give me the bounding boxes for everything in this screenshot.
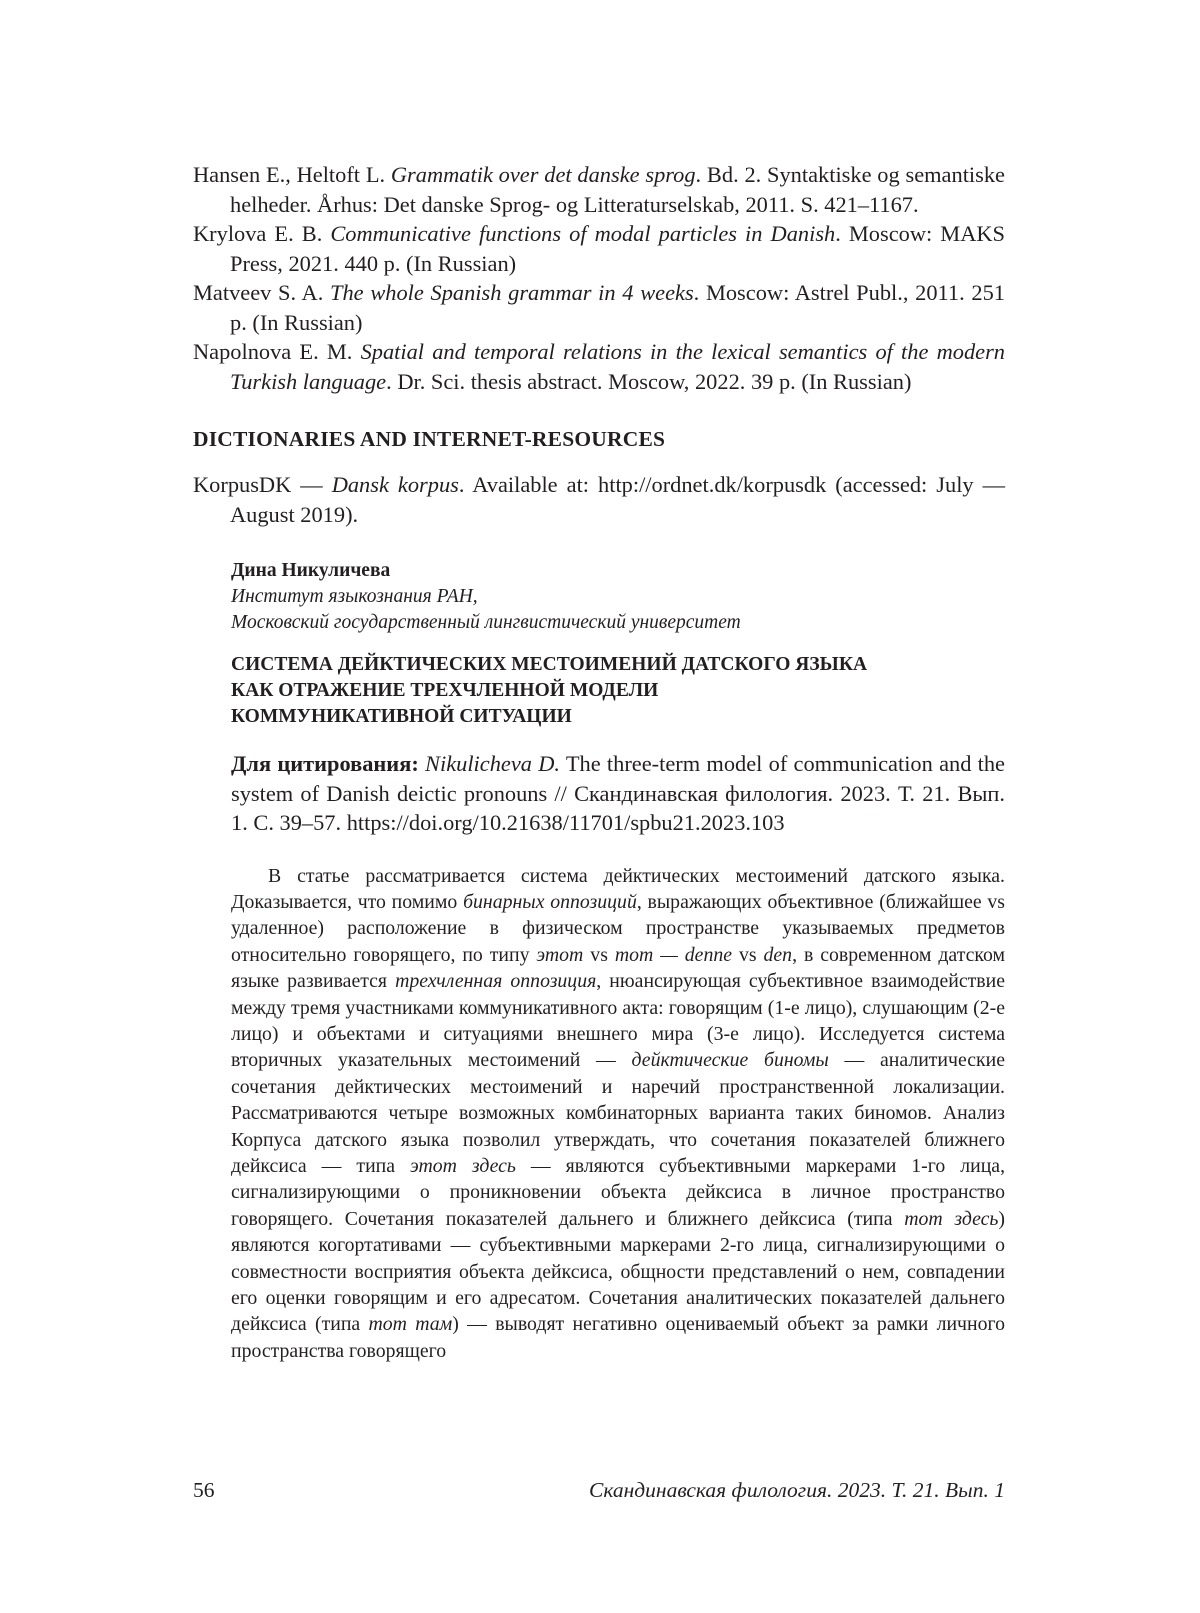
section-heading: DICTIONARIES AND INTERNET-RESOURCES — [193, 427, 666, 451]
abstract: В статье рассматривается система дейктических местоимений датского языка. Доказывается, что помимо бинарных оппозиций, выражающих объективное (ближайшее vs удаленное) расположение в физическом пространстве указываемых предметов относительно говорящего, по типу этот vs тот — denne vs den, в современном датском языке развивается трехчленная оппозиция, нюансирующая субъективное взаимодействие между тремя участниками коммуникативного акта: говорящим (1-е лицо), слушающим (2-е лицо) и объектами и ситуациями внешнего мира (3-е лицо). Исследуется система вторичных указательных местоимений — дейктические биномы — аналитические сочетания дейктических местоимений и наречий пространственной локализации. Рассматриваются четыре возможных комбинаторных варианта таких биномов. Анализ Корпуса датского языка позволил утверждать, что сочетания показателей ближнего дейксиса — типа этот здесь — являются субъективными маркерами 1-го лица, сигнализирующими о проникновении объекта дейксиса в личное пространство говорящего. Сочетания показателей дальнего и ближнего дейксиса (типа тот здесь) являются когортативами — субъективными маркерами 2-го лица, сигнализирующими о совместности восприятия объекта дейксиса, общности представлений о нем, совпадении его оценки говорящим и его адресатом. Сочетания аналитических показателей дальнего дейксиса (типа тот там) — выводят негативно оцениваемый объект за рамки личного пространства говорящего — [231, 864, 1006, 1362]
reference-item: Matveev S. A. The whole Spanish grammar in 4 weeks. Moscow: Astrel Publ., 2011. 251 p. (In Russian) — [193, 280, 1005, 335]
reference-list — [193, 160, 1005, 396]
page-content — [193, 160, 1005, 1384]
article-title: СИСТЕМА ДЕЙКТИЧЕСКИХ МЕСТОИМЕНИЙ ДАТСКОГО ЯЗЫКА КАК ОТРАЖЕНИЕ ТРЕХЧЛЕННОЙ МОДЕЛИ КОММУНИКАТИВНОЙ СИТУАЦИИ — [231, 654, 868, 727]
affiliation: Институт языкознания РАН, — [231, 586, 478, 607]
running-footer-journal: Скандинавская филология. 2023. Т. 21. Вып. 1 — [589, 1478, 1005, 1502]
affiliation: Московский государственный лингвистический университет — [231, 612, 741, 633]
page-footer — [193, 1478, 1005, 1510]
citation: Для цитирования: Nikulicheva D. The three-term model of communication and the system of Danish deictic pronouns // Скандинавская филология. 2023. Т. 21. Вып. 1. С. 39–57. https://doi.org/10.21638/11701/spbu21.2023.103 — [231, 751, 1005, 835]
reference-item: Hansen E., Heltoft L. Grammatik over det danske sprog. Bd. 2. Syntaktiske og semantiske helheder. Århus: Det danske Sprog- og Litteraturselskab, 2011. S. 421–1167. — [193, 162, 1005, 217]
reference-item: Krylova E. B. Communicative functions of modal particles in Danish. Moscow: MAKS Press, 2021. 440 p. (In Russian) — [193, 221, 1005, 276]
reference-item: Napolnova E. M. Spatial and temporal relations in the lexical semantics of the modern Turkish language. Dr. Sci. thesis abstract. Moscow, 2022. 39 p. (In Russian) — [193, 339, 1005, 394]
author-name: Дина Никуличева — [231, 560, 391, 581]
page-number: 56 — [193, 1478, 215, 1502]
article-header — [193, 558, 1005, 1364]
dictionary-entry: KorpusDK — Dansk korpus. Available at: http://ordnet.dk/korpusdk (accessed: July — August 2019). — [193, 472, 1006, 527]
